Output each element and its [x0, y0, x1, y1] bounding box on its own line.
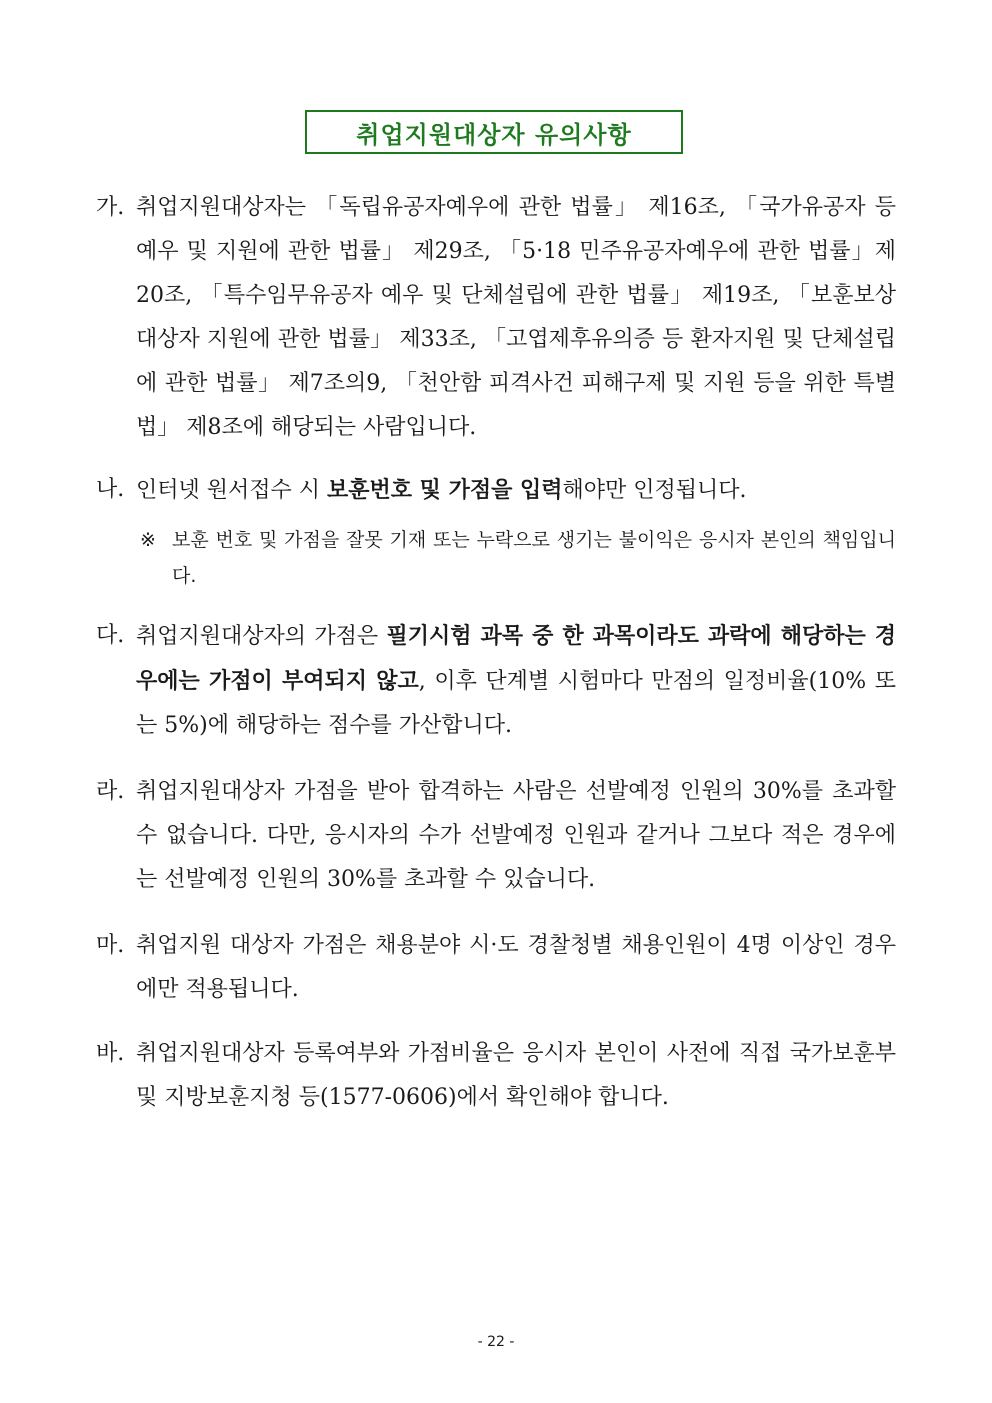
item-text: 취업지원 대상자 가점은 채용분야 시·도 경찰청별 채용인원이 4명 이상인 경우에만 적용됩니다.: [136, 933, 896, 1002]
item-da: [96, 614, 896, 748]
note-marker: ※: [140, 529, 156, 551]
item-ra: [96, 770, 896, 902]
item-text-plain: 해야만 인정됩니다.: [562, 478, 747, 503]
note-text: 보훈 번호 및 가점을 잘못 기재 또는 누락으로 생기는 불이익은 응시자 본인의 책임입니다.: [172, 529, 896, 587]
item-marker: 마.: [96, 933, 125, 958]
item-marker: 가.: [96, 195, 125, 220]
item-ga: [96, 186, 896, 450]
item-na: [96, 468, 896, 513]
item-text-plain: , 이후 단계별 시험마다 만점의 일정비율(10% 또는 5%)에 해당하는 점수를 가산합니다.: [136, 669, 896, 738]
page-number: - 22 -: [477, 1334, 515, 1350]
note: [140, 522, 896, 594]
item-marker: 나.: [96, 477, 125, 502]
item-text-bold: 보훈번호 및 가점을 입력: [327, 477, 563, 503]
item-text-plain: 인터넷 원서접수 시: [136, 478, 327, 503]
item-marker: 다.: [96, 623, 125, 648]
item-text-bold: 필기시험 과목 중 한 과목이라도 과락에 해당하는 경우에는 가점이 부여되지 않고: [136, 623, 896, 694]
page-title: 취업지원대상자 유의사항: [356, 120, 632, 149]
item-ba: [96, 1032, 896, 1120]
title-box: [305, 110, 683, 154]
item-ma: [96, 924, 896, 1012]
item-text: [136, 614, 896, 748]
item-text: 취업지원대상자는 「독립유공자예우에 관한 법률」 제16조, 「국가유공자 등 예우 및 지원에 관한 법률」 제29조, 「5·18 민주유공자예우에 관한 법률」제20조, 「특수임무유공자 예우 및 단체설립에 관한 법률」 제19조, 「보훈보상대상자 지원에 관한 법률」 제33조, 「고엽제후유의증 등 환자지원 및 단체설립에 관한 법률」 제7조의9, 「천안함 피격사건 피해구제 및 지원 등을 위한 특별법」 제8조에 해당되는 사람입니다.: [136, 195, 896, 440]
item-marker: 바.: [96, 1041, 125, 1066]
item-text: [136, 468, 896, 513]
item-marker: 라.: [96, 779, 125, 804]
item-text: 취업지원대상자 등록여부와 가점비율은 응시자 본인이 사전에 직접 국가보훈부 및 지방보훈지청 등(1577-0606)에서 확인해야 합니다.: [136, 1041, 896, 1110]
item-text: 취업지원대상자 가점을 받아 합격하는 사람은 선발예정 인원의 30%를 초과할 수 없습니다. 다만, 응시자의 수가 선발예정 인원과 같거나 그보다 적은 경우에는 선발예정 인원의 30%를 초과할 수 있습니다.: [136, 779, 896, 892]
item-text-plain: 취업지원대상자의 가점은: [136, 624, 387, 649]
